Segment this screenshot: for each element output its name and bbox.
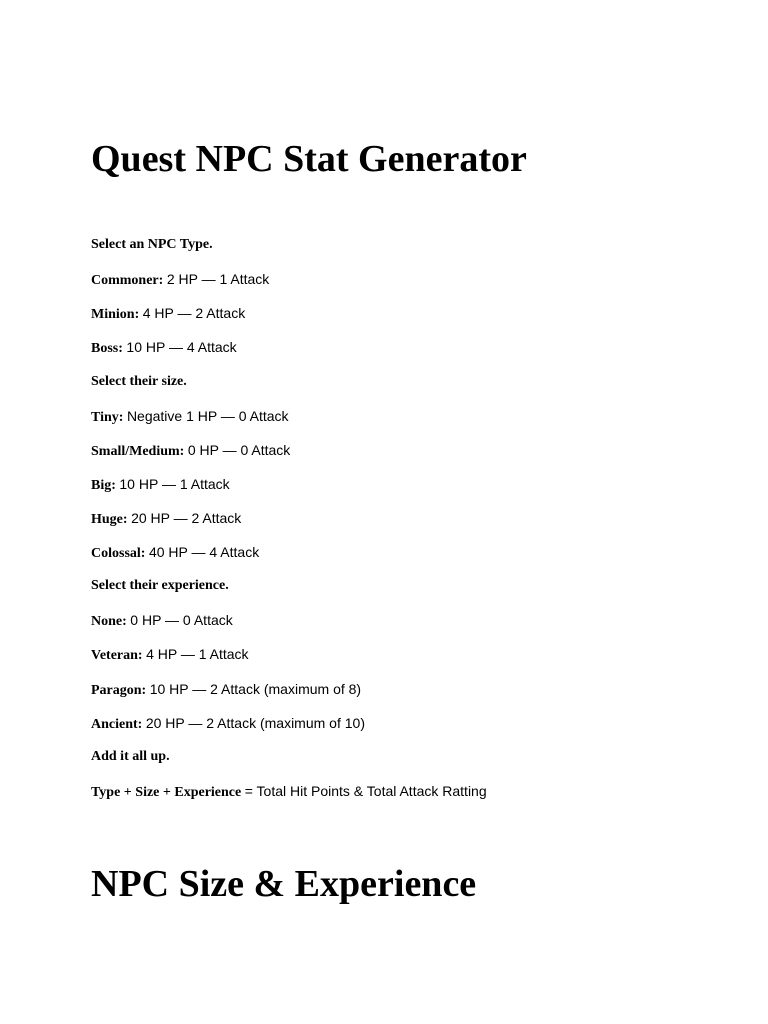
size-heading: Select their size. xyxy=(91,374,187,389)
stat-label: Paragon: xyxy=(91,683,147,698)
stat-label: Huge: xyxy=(91,512,128,527)
stat-label: Minion: xyxy=(91,307,140,322)
stat-label: Commoner: xyxy=(91,273,164,288)
stat-value: 20 HP — 2 Attack (maximum of 10) xyxy=(145,715,365,731)
type-heading: Select an NPC Type. xyxy=(91,237,213,252)
stat-label: Boss: xyxy=(91,341,123,356)
experience-row-veteran xyxy=(91,644,249,664)
type-row-minion xyxy=(91,303,245,323)
size-row-big xyxy=(91,474,230,494)
stat-value: 10 HP — 2 Attack (maximum of 8) xyxy=(149,681,362,697)
stat-label: Veteran: xyxy=(91,648,143,663)
sum-heading: Add it all up. xyxy=(91,749,170,764)
stat-value: 2 HP — 1 Attack xyxy=(166,271,270,287)
stat-value: 40 HP — 4 Attack xyxy=(148,544,260,560)
stat-label: Colossal: xyxy=(91,546,146,561)
stat-value: 0 HP — 0 Attack xyxy=(187,442,291,458)
type-row-boss xyxy=(91,337,237,357)
stat-value: 0 HP — 0 Attack xyxy=(130,612,233,628)
experience-row-none xyxy=(91,610,233,630)
stat-value: 4 HP — 2 Attack xyxy=(142,305,246,321)
page-title: Quest NPC Stat Generator xyxy=(91,138,527,180)
size-row-huge xyxy=(91,508,241,528)
stat-value: 4 HP — 1 Attack xyxy=(146,646,249,662)
size-row-colossal xyxy=(91,542,259,562)
stat-label: Big: xyxy=(91,478,116,493)
size-row-small-medium xyxy=(91,440,290,460)
type-row-commoner xyxy=(91,269,269,289)
stat-value: 10 HP — 4 Attack xyxy=(126,339,237,355)
formula-label: Type + Size + Experience xyxy=(91,785,242,800)
stat-value: Negative 1 HP — 0 Attack xyxy=(126,408,289,424)
stat-label: Tiny: xyxy=(91,410,124,425)
formula-value: = Total Hit Points & Total Attack Ratting xyxy=(244,783,487,799)
stat-label: Ancient: xyxy=(91,717,143,732)
stat-label: Small/Medium: xyxy=(91,444,185,459)
stat-label: None: xyxy=(91,614,127,629)
stat-value: 10 HP — 1 Attack xyxy=(119,476,230,492)
experience-row-ancient xyxy=(91,713,365,733)
stat-value: 20 HP — 2 Attack xyxy=(131,510,242,526)
experience-heading: Select their experience. xyxy=(91,578,229,593)
section-title: NPC Size & Experience xyxy=(91,863,477,905)
size-row-tiny xyxy=(91,406,289,426)
formula-line xyxy=(91,781,487,801)
experience-row-paragon xyxy=(91,679,361,699)
